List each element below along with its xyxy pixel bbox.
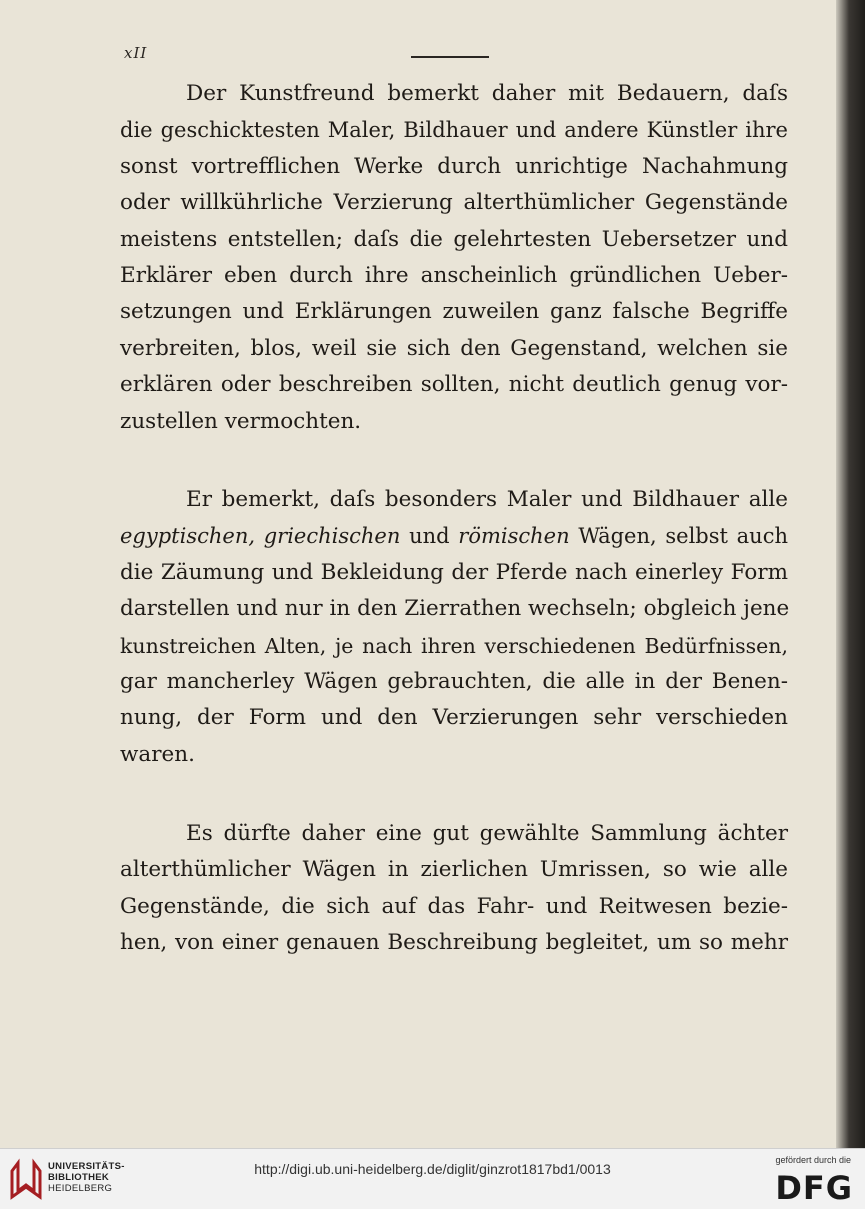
text-line: oder willkührliche Verzierung alterthümlicher Gegenstände — [120, 190, 788, 216]
library-name-line: BIBLIOTHEK — [48, 1172, 110, 1183]
book-edge-shadow — [836, 0, 865, 1148]
text-line: zustellen vermochten. — [120, 408, 362, 434]
text-line: gar mancherley Wägen gebrauchten, die alle in der Benen- — [120, 669, 788, 695]
text-line: darstellen und nur in den Zierrathen wechseln; obgleich jene — [120, 596, 790, 622]
paragraph-2 — [120, 482, 788, 773]
page-folio: xII — [124, 44, 148, 62]
text-fragment: Wägen, selbst auch — [569, 524, 788, 549]
paragraph-1 — [120, 76, 788, 440]
text-line: hen, von einer genauen Beschreibung begleitet, um so mehr — [120, 930, 788, 956]
paragraph-3 — [120, 816, 788, 962]
dfg-logo[interactable]: DFG — [775, 1169, 853, 1207]
text-fragment: und — [400, 524, 459, 549]
text-line: Erklärer eben durch ihre anscheinlich gründlichen Ueber- — [120, 263, 788, 289]
text-line: waren. — [120, 741, 195, 767]
viewer-footer — [0, 1148, 865, 1209]
text-line: die Zäumung und Bekleidung der Pferde nach einerley Form — [120, 559, 788, 585]
text-line: Der Kunstfreund bemerkt daher mit Bedauern, daſs — [186, 81, 788, 106]
text-line: verbreiten, blos, weil sie sich den Gegenstand, welchen sie — [120, 335, 788, 361]
text-line: Gegenstände, die sich auf das Fahr- und Reitwesen bezie- — [120, 893, 788, 919]
permalink-url[interactable]: http://digi.ub.uni-heidelberg.de/diglit/ginzrot1817bd1/0013 — [254, 1161, 611, 1177]
library-name-line: UNIVERSITÄTS- — [48, 1161, 125, 1172]
text-line: meistens entstellen; daſs die gelehrtesten Uebersetzer und — [120, 226, 788, 252]
text-line: Es dürfte daher eine gut gewählte Sammlung ächter — [186, 821, 788, 846]
text-line: kunstreichen Alten, je nach ihren verschiedenen Bedürfnissen, — [120, 633, 788, 658]
text-line: die geschicktesten Maler, Bildhauer und andere Künstler ihre — [120, 118, 788, 143]
text-line: alterthümlicher Wägen in zierlichen Umrissen, so wie alle — [120, 857, 788, 883]
text-line: sonst vortrefflichen Werke durch unrichtige Nachahmung — [120, 153, 788, 179]
text-line: Er bemerkt, daſs besonders Maler und Bildhauer alle — [186, 487, 788, 512]
italic-term: römischen — [458, 524, 570, 549]
text-line: nung, der Form und den Verzierungen sehr verschieden — [120, 705, 788, 731]
text-line: erklären oder beschreiben sollten, nicht deutlich genug vor- — [120, 372, 788, 398]
header-rule — [411, 56, 489, 58]
library-name-line: HEIDELBERG — [48, 1183, 113, 1194]
text-line-mixed — [120, 518, 788, 554]
funder-note: gefördert durch die — [775, 1155, 851, 1165]
text-line: setzungen und Erklärungen zuweilen ganz falsche Begriffe — [120, 299, 788, 325]
italic-term: egyptischen, griechischen — [120, 524, 401, 549]
